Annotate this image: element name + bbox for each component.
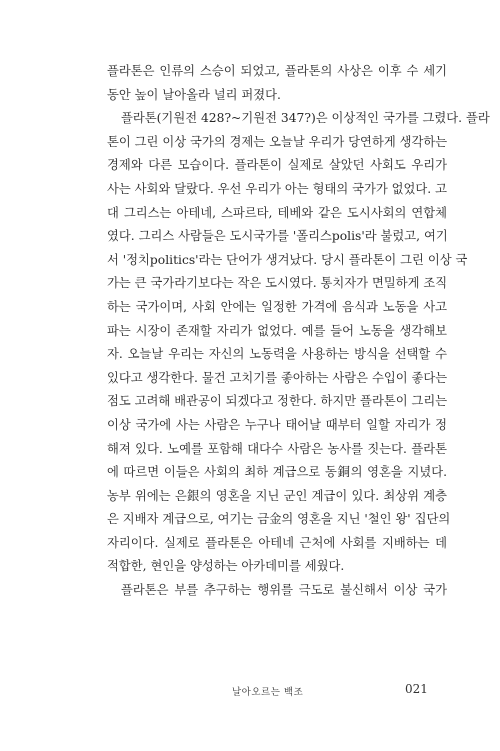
text-line: 대 그리스는 아테네, 스파르타, 테베와 같은 도시사회의 연합체 bbox=[107, 205, 447, 220]
text-line: 였다. 그리스 사람들은 도시국가를 '폴리스polis'라 불렀고, 여기 bbox=[107, 229, 448, 244]
text-line: 자리이다. 실제로 플라톤은 아테네 근처에 사회를 지배하는 데 bbox=[107, 535, 447, 550]
text-line: 가는 큰 국가라기보다는 작은 도시였다. 통치자가 면밀하게 조직 bbox=[107, 276, 448, 291]
text-line: 적합한, 현인을 양성하는 아카데미를 세웠다. bbox=[107, 559, 345, 574]
text-line: 있다고 생각한다. 물건 고치기를 좋아하는 사람은 수입이 좋다는 bbox=[107, 370, 448, 385]
text-line: 사는 사회와 달랐다. 우선 우리가 아는 형태의 국가가 없었다. 고 bbox=[107, 181, 447, 196]
text-line: 동안 높이 날아올라 널리 퍼졌다. bbox=[107, 87, 281, 102]
text-line: 플라톤은 부를 추구하는 행위를 극도로 불신해서 이상 국가 bbox=[121, 583, 447, 598]
text-line: 톤이 그린 이상 국가의 경제는 오늘날 우리가 당연하게 생각하는 bbox=[107, 134, 448, 149]
text-line: 점도 고려해 배관공이 되겠다고 정한다. 하지만 플라톤이 그리는 bbox=[107, 394, 448, 409]
page-number: 021 bbox=[405, 682, 428, 696]
text-line: 플라톤(기원전 428?~기원전 347?)은 이상적인 국가를 그렸다. 플라 bbox=[121, 111, 490, 126]
text-line: 파는 시장이 존재할 자리가 없었다. 예를 들어 노동을 생각해보 bbox=[107, 323, 447, 338]
body-text bbox=[107, 60, 490, 603]
text-line: 에 따르면 이들은 사회의 최하 계급으로 동銅의 영혼을 지녔다. bbox=[107, 465, 447, 480]
text-line: 하는 국가이며, 사회 안에는 일정한 가격에 음식과 노동을 사고 bbox=[107, 299, 447, 314]
text-line: 플라톤은 인류의 스승이 되었고, 플라톤의 사상은 이후 수 세기 bbox=[107, 64, 447, 78]
text-line: 농부 위에는 은銀의 영혼을 지닌 군인 계급이 있다. 최상위 계층 bbox=[107, 488, 447, 503]
text-line: 서 '정치politics'라는 단어가 생겨났다. 당시 플라톤이 그린 이상 국 bbox=[107, 252, 468, 267]
text-line: 이상 국가에 사는 사람은 누구나 태어날 때부터 일할 자리가 정 bbox=[107, 417, 447, 432]
running-footer-title: 날아오르는 백조 bbox=[232, 687, 304, 698]
text-line: 은 지배자 계급으로, 여기는 금金의 영혼을 지닌 '철인 왕' 집단의 bbox=[107, 512, 451, 527]
text-line: 해져 있다. 노예를 포함해 대다수 사람은 농사를 짓는다. 플라톤 bbox=[107, 441, 447, 456]
text-line: 경제와 다른 모습이다. 플라톤이 실제로 살았던 사회도 우리가 bbox=[107, 158, 447, 173]
text-line: 자. 오늘날 우리는 자신의 노동력을 사용하는 방식을 선택할 수 bbox=[107, 347, 447, 362]
